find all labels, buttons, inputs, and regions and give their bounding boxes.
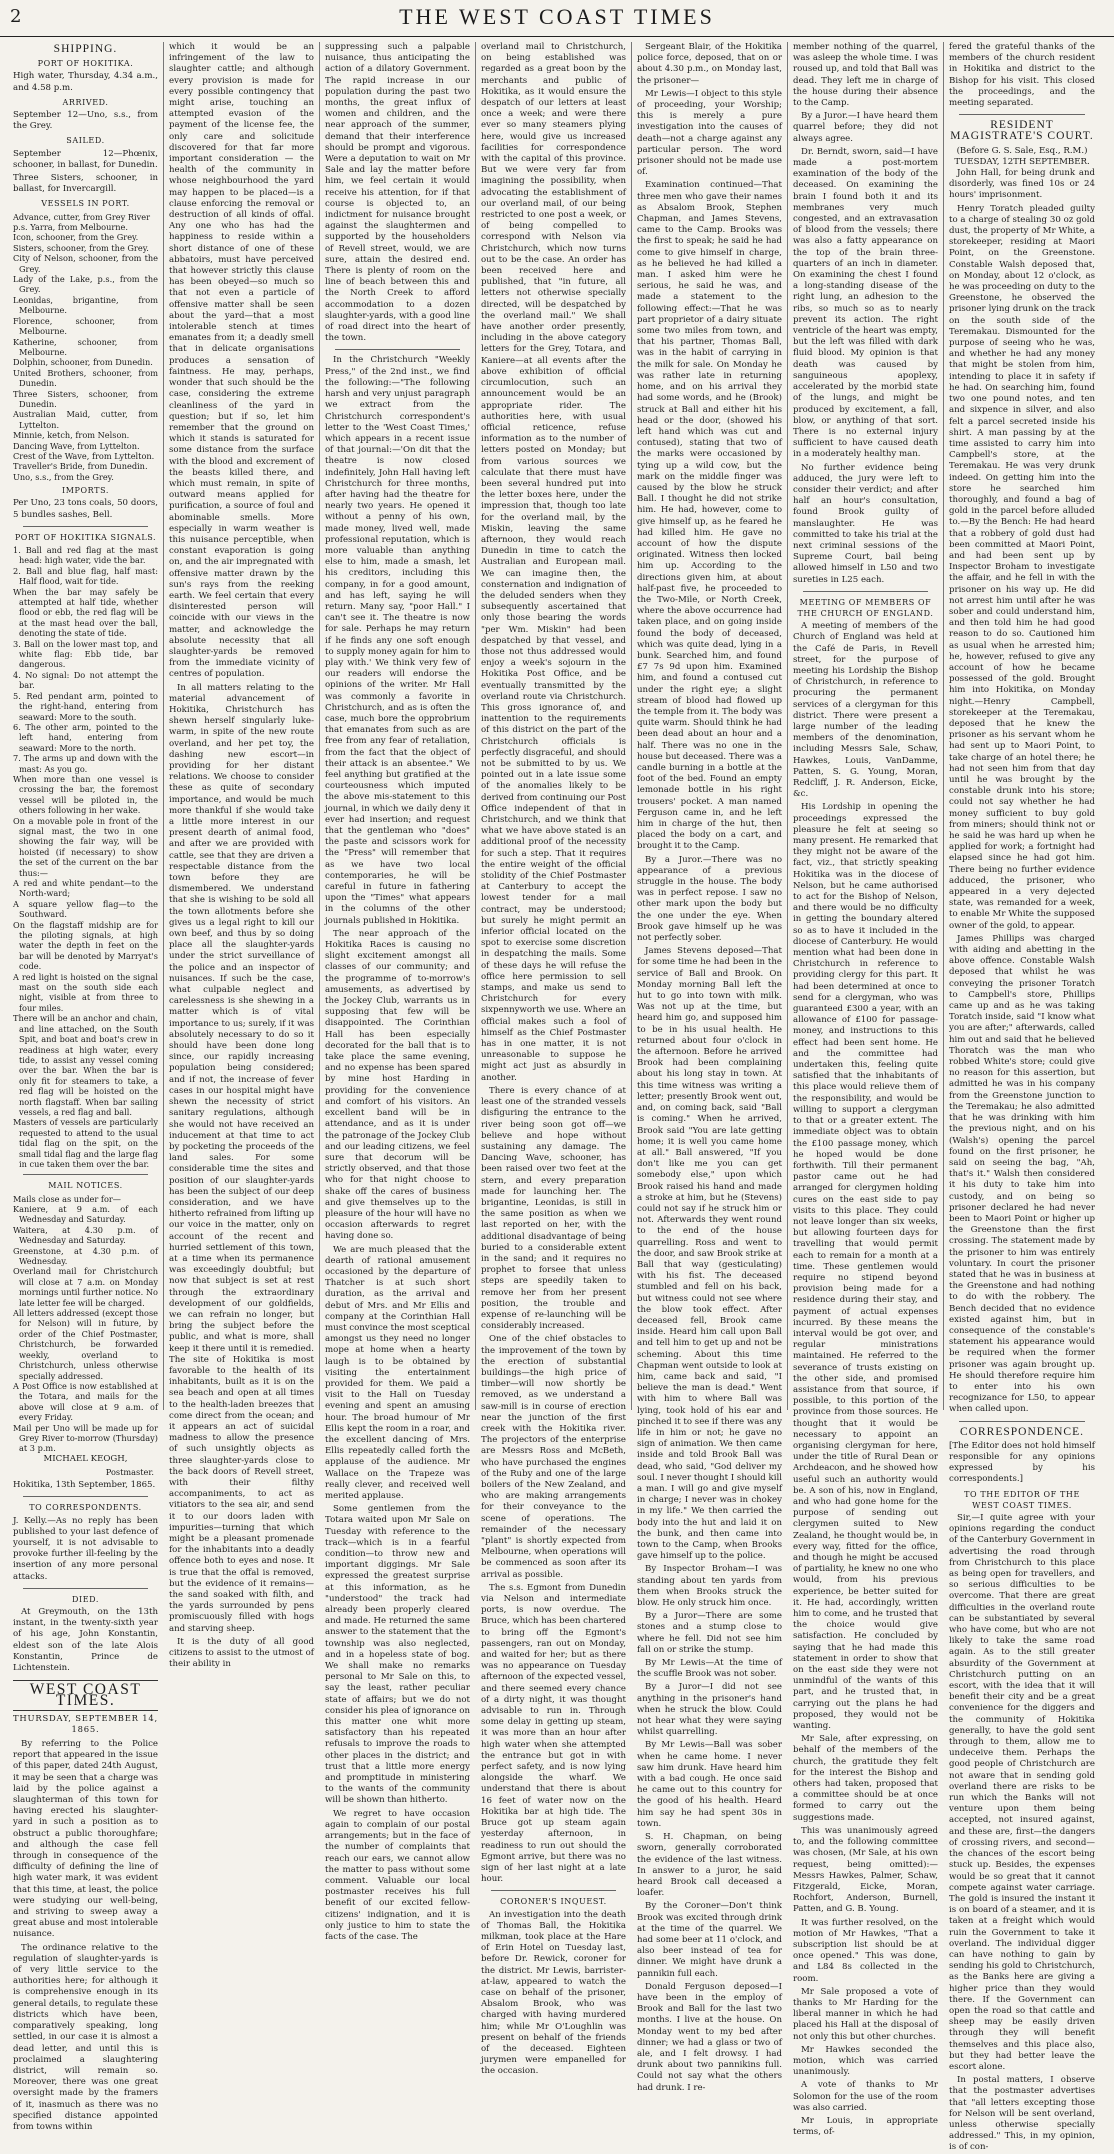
correspondents-heading: TO CORRESPONDENTS. — [29, 1503, 142, 1513]
court-before: (Before G. S. Sale, Esq., R.M.) — [956, 145, 1088, 156]
article-paragraph: His Lordship in opening the proceedings expressed the pleasure he felt at seeing so many present. He remarked that they might not be aware of the fact, viz., that strictly speaking Hokitika was in the diocese of Nelson, but he came authorised to act for the Bishop of Nelson, and there would be no difficulty in getting the boundary altered so as to have it included in the diocese of Canterbury. He would mention what had been done in Christchurch in reference to providing clergy for this part. It had been determined at once to send for a clergyman, who was guaranteed £300 a year, with an allowance of £100 for passage-money, and instructions to this effect had been sent home. He and the committee had undertaken this, feeling quite satisfied that the inhabitants of this place would relieve them of the responsibility, and would be willing to support a clergyman to that or a greater extent. The immediate object was to obtain the £100 passage money, which he hoped would be done forthwith. Till their permanent pastor came out he had arranged for clergymen holding cures on the east side to pay visits to this place. They could not leave longer than six weeks, but allowing fourteen days for travelling that would permit each to remain for a month at a time. These gentlemen would require no stipend beyond provision being made for a residence during their stay, and payment of actual expenses incurred. By these means the interval would be got over, and regular ministrations maintained. He referred to the severance of trusts existing on the other side, and promised assistance from that source, if possible, to this portion of the province from those sources. He thought that it would be necessary to appoint an organising clergyman for here, under the title of Rural Dean or Archdeacon, and he showed how useful such an authority would be. A son of his, now in England, and who had gone home for the purpose of sending out clergymen suited to New Zealand, he thought would be, in every way, fitted for the office, and though he might be accused of partiality, he knew no one who would, from his previous experience, be better suited for it. He had, accordingly, written him to come, and he trusted that the choice would give satisfaction. He concluded by saying that he had made this statement in order to show that on the east side they were not unmindful of the wants of this part, and he trusted that, in carrying out the plans he had proposed, they would not be wanting. — [793, 802, 938, 1732]
divider — [23, 526, 148, 527]
article-paragraph: Henry Toratch pleaded guilty to a charge of stealing 30 oz gold dust, the property of Mr White, a storekeeper, residing at Maori Point, on the Greenstone. Constable Walsh deposed that, on Monday, about 12 o'clock, as he was proceeding on duty to the Greenstone, he observed the prisoner lying drunk on the track on the south side of the Teremakau. Dismounted for the purpose of seeing who he was, and whether he had any money that might be stolen from him, intending to place it in safety if he had. On searching him, found two one pound notes, and ten and sixpence in silver, and also felt a parcel secreted inside his shirt. A man passing by at the time assisted to carry him into Campbell's store, at the Teremakau. He was very drunk indeed. On getting him into the store he searched him thoroughly, and found a bag of gold in the parcel before alluded to.—By the Bench: He had heard that a robbery of gold dust had been committed at Maori Point, and had been sent up by Inspector Broham to investigate the affair, and he fell in with the prisoner on his way up. He did not arrest him until after he was sober and could understand him, and then told him he had good reason to do so. Cautioned him as usual when he arrested him; he, however, refused to give any account of how he became possessed of the gold. Brought him into Hokitika, on Monday night.—Henry Campbell, storekeeper at the Teremakau, deposed that he knew the prisoner as his servant whom he had sent up to Maori Point, to take charge of an hotel there; he had not seen him from that day until he was brought by the constable drunk into his store; could not say whether he had money sufficient to buy gold from miners; should think not or he said he was hard up when he applied for work; a fortnight had elapsed since he had got him. There being no further evidence adduced, the prisoner, who appeared in a very dejected state, was remanded for a week, to enable Mr White the supposed owner of the gold, to appear. — [949, 203, 1095, 931]
list-item: Masters of vessels are particularly requested to attend to the usual tidal flag on the spit, on the small tidal flag and the large flag in cue taken them over the bar. — [13, 1117, 158, 1169]
paper-title: WEST COAST TIMES. — [13, 1680, 158, 1710]
list-item: Greenstone, at 4.30 p.m. of Wednesday. — [13, 1245, 158, 1267]
list-item: A Post Office is now established at the Totara, and mails for the above will close at 9 a.m. of every Friday. — [13, 1380, 158, 1423]
article-paragraph: which it would be an infringement of the law to slaughter cattle; and although every provision is made for every possible contingency that might arise, touching an attempted evasion of the payment of the license fee, the only care and solicitude discovered for that far more important consideration — the health of the community in whose neighbourhood the yard may happen to be placed—is a clause enforcing the removal or destruction of all kinds of offal. Any one who has had the happiness to reside within a short distance of one of these abbatoirs, must have perceived that however strictly this clause has been obeyed—so much so that not even a particle of offensive matter shall be seen about the yard—that a most intolerable stench at times emanates from it; a deadly smell that in delicate organisations produces a sensation of faintness. He may, perhaps, wonder that such should be the case, considering the extreme cleanliness of the yard in question; but if so, let him remember that the ground on which it stands is saturated for some distance from the surface with the blood and excrement of the beasts killed there, and which must remain, in spite of outward means applied for purification, a source of foul and abominable smells. More especially in warm weather is this nuisance perceptible, when constant evaporation is going on, and the air impregnated with offensive matter drawn by the sun's rays from the reeking earth. We feel certain that every disinterested person will coincide with our views in the matter, and acknowledge the absolute necessity that all slaughter-yards be removed from the immediate vicinity of centres of population. — [169, 42, 314, 680]
article-paragraph: overland mail to Christchurch, on being established was regarded as a great boon by the merchants and public of Hokitika, as it would ensure the despatch of our letters at least once a week; and were there ever so many steamers plying here, would give us increased facilities for correspondence with the capital of this province. But we were very far from imagining the possibility, when advocating the establishment of our overland mail, of our being restricted to one post a week, or of being compelled to correspond with Nelson via Christchurch, which now turns out to be the case. An order has been received here and published, that "in future, all letters not otherwise specially directed, will be despatched by the overland mail." We shall have another order presently, including in the above category letters for the Grey, Totara, and Kaniere—at all events after the above exhibition of official circumlocution, such an announcement would be an appropriate rider. The authorities here, with usual official reticence, refuse information as to the number of letters posted on Monday; but from various sources we calculate that there must have been several hundred put into the letter boxes here, under the impression that, though too late for the overland mail, by the Miskin, leaving the same afternoon, they would reach Dunedin in time to catch the Australian and European mail. We can imagine then, the consternation and indignation of the deluded senders when they subsequently ascertained that only those bearing the words "per Wm. Miskin" had been despatched by that vessel, and those not thus addressed would enjoy a week's sojourn in the Hokitika Post Office, and be eventually transmitted by the overland route via Christchurch. This gross ignorance of, and inattention to the requirements of this district on the part of the Christchurch officials is perfectly disgraceful, and should not be submitted to by us. We pointed out in a late issue some of the anomalies likely to be derived from continuing our Post Office independent of that in Christchurch, and we think that what we have above stated is an additional proof of the necessity for such a step. That it requires the entire weight of the official stolidity of the Chief Postmaster at Canterbury to accept the lowest tender for a mail contract, may be understood; but surely he might permit an inferior official located on the spot to exercise some discretion in despatching the mails. Some of these days he will refuse the office here permission to sell stamps, and make us send to Christchurch for every sixpennyworth we use. Where an official makes such a fool of himself as the Chief Postmaster has in one matter, it is not unreasonable to suppose he might act just as absurdly in another. — [481, 42, 626, 1083]
article-paragraph: S. H. Chapman, on being sworn, generally corroborated the evidence of the last witness. In answer to a juror, he said heard Brook call deceased a loafer. — [637, 1832, 782, 1899]
list-item: Leonidas, brigantine, from Melbourne. — [13, 294, 158, 316]
list-item: Icon, schooner, from the Grey. — [13, 232, 139, 243]
divider — [335, 349, 460, 350]
article-paragraph: In all matters relating to the material advancement of Hokitika, Christchurch has shewn herself singularly luke-warm, in spite of the new route overland, and her pet toy, the dashing new escort—in providing for her distant relations. We choose to consider these as quite of secondary importance, and would be much more thankful if she would take a little more interest in our present dearth of animal food, and after we are provided with cattle, see that they are driven a respectable distance from the town before they are dismembered. We understand that she is wishing to be sold all the town allotments before she gives us a legal right to kill our own beef, and thus by so doing place all the slaughter-yards under the strict surveillance of the police and an inspector of nuisances. If such be the case, what culpable neglect and carelessness is she shewing in a matter which is of vital importance to us; surely, if it was absolutely necessary to do so it should have been done long since, our rapidly increasing population being considered; and if not, the increase of fever cases in our hospital might have shewn the necessity of strict sanitary regulations, although she would not have received an inducement at that time to act by pocketing the proceeds of the land sales. For some considerable time the sites and position of our slaughter-yards has been the subject of our deep consideration, and we have hitherto refrained from lifting up our voice in the matter, only on account of the recent and hurried settlement of this town, at a time when its permanence was exceedingly doubtful; but now that subject is set at rest through the extraordinary development of our goldfields, we can refrain no longer, but bring the subject before the public, and what is more, shall keep it there until it is remedied. The site of Hokitika is most favorable to the health of its inhabitants, built as it is on the sea beach and open at all times to the health-laden breezes that come direct from the ocean; and it appears an act of suicidal madness to allow the presence of such unsightly objects as three slaughter-yards close to the back doors of Revell street, with their filthy accompaniments, to act as vitiators to the sea air, and send it to our doors laden with impurities—turning that which might be a pleasant promenade for the inhabitants into a deadly offence both to eyes and nose. It is true that the offal is removed, but the evidence of it remains—the sand soaked with filth, and the yards surrounded by pens promiscuously filled with hogs and starving sheep. — [169, 682, 314, 1634]
divider — [959, 1421, 1085, 1422]
masthead — [0, 0, 1114, 37]
article-paragraph: member nothing of the quarrel, was asleep the whole time. I was roused up, and told that Ball was dead. They left me in charge of the house during their absence to the Camp. — [793, 42, 938, 109]
article-paragraph: An investigation into the death of Thomas Ball, the Hokitika milkman, took place at the Hare of Erin Hotel on Tuesday last, before Dr. Rewick, coroner for the district. Mr Lewis, barrister-at-law, appeared to watch the case on behalf of the prisoner, Absalom Brook, who was charged with having murdered him; while Mr O'Loughlin was present on behalf of the friends of the deceased. Eighteen jurymen were empanelled for the occasion. — [481, 1909, 626, 2077]
postmaster-title: Postmaster. — [105, 1466, 154, 1477]
died-heading: DIED. — [71, 1594, 100, 1604]
divider — [959, 114, 1085, 115]
sailed-entry: Three Sisters, schooner, in ballast, for Invercargill. — [13, 173, 158, 195]
list-item: p.s. Yarra, from Melbourne. — [13, 222, 128, 233]
article-paragraph: It is the duty of all good citizens to assist to the utmost of their ability in — [169, 1636, 314, 1670]
list-item: There will be an anchor and chain, and line attached, on the South Spit, and boat and boat's crew in readiness at high water, every tide, to assist any vessel coming over the bar. When the bar is only fit for steamers to take, a red flag will be hoisted on the north flagstaff. When bar sailing vessels, a red flag and ball. — [13, 1013, 158, 1117]
list-item: 7. The arms up and down with the mast: As you go. — [13, 753, 158, 774]
article-paragraph: Mr Hawkes seconded the motion, which was carried unanimously. — [793, 2044, 938, 2078]
article-paragraph: By Mr Lewis—Ball was sober when he came home. I never saw him drunk. Have heard him with a bad cough. He once said he came out to this country for the good of his health. Heard him say he had spent 30s in town. — [637, 1740, 782, 1829]
article-paragraph: A meeting of members of the Church of England was held at the Café de Paris, in Revell street, for the purpose of meeting his Lordship the Bishop of Christchurch, in reference to procuring the permanent services of a clergyman for this district. There were present a large number of the leading members of the denomination, including Messrs Sale, Schaw, Hawkes, Louis, VanDamme, Patten, S. G. Young, Moran, Redcliff, J. R. Anderson, Eicke, &c. — [793, 621, 938, 800]
list-item: All letters addressed (except those for Nelson) will in future, by order of the Chief Postmaster, Christchurch, be forwarded weekly, overland to Christchurch, unless otherwise specially addressed. — [13, 1308, 158, 1381]
correspondent-note: J. Kelly.—As no reply has been published to your last defence of yourself, it is not advisable to provoke further ill-feeling by the insertion of any more personal attacks. — [13, 1515, 158, 1582]
list-item: Mails close as under for— — [13, 1193, 121, 1204]
list-item: A red and white pendant—to the North-ward; — [13, 878, 158, 899]
list-item: 6. The other arm, pointed to the left hand, entering from seaward: More to the north. — [13, 721, 158, 753]
port-heading: PORT OF HOKITIKA. — [37, 59, 134, 69]
list-item: A red light is hoisted on the signal mast on the south side each night, visible at from three to four miles. — [13, 971, 158, 1013]
article-paragraph: Some gentlemen from the Totara waited upon Mr Sale on Tuesday with reference to the track—which is in a fearful condition—to throw new and important diggings. Mr Sale expressed the greatest surprise at this information, as he "understood" the track had already been properly cleared and made. He returned the same answer to the statement that the township was also neglected, and in a hopeless state of bog. We shall make no remarks personal to Mr Sale on this, to say the least, rather peculiar state of affairs; but we do not consider his plea of ignorance on this matter one whit more satisfactory than his repeated refusals to improve the roads to other places in the district; and trust that a little more energy and promptitude in ministering to the wants of the community will be shown than hitherto. — [325, 1504, 470, 1806]
arrived-entry: September 12—Uno, s.s., from the Grey. — [13, 110, 158, 132]
list-item: Overland mail for Christchurch will close at 7 a.m. on Monday mornings until further notice. No late letter fee will be charged. — [13, 1266, 158, 1308]
vessels-list — [13, 212, 158, 483]
article-paragraph: One of the chief obstacles to the improvement of the town by the erection of substantial buildings—the high price of timber—will now shortly be removed, as we understand a saw-mill is in course of erection near the junction of the first creek with the Hokitika river. The projectors of the enterprise are Messrs Ross and McBeth, who have purchased the engines of the Ruby and one of the large boilers of the New Zealand, and who are making arrangements for their conveyance to the scene of operations. The remainder of the necessary "plant" is shortly expected from Melbourne, when operations will be commenced as soon after its arrival as possible. — [481, 1334, 626, 1580]
court-heading: RESIDENT MAGISTRATE'S COURT. — [950, 119, 1094, 143]
list-item: Crest of the Wave, from Lyttelton. — [13, 450, 155, 461]
letter-address: TO THE EDITOR OF THE WEST COAST TIMES. — [964, 1489, 1080, 1510]
article-paragraph: The s.s. Egmont from Dunedin via Nelson and intermediate ports, is now overdue. The Bruce, which has been chartered to bring off the Egmont's passengers, ran out on Monday, and waited for her; but as there was no appearance on Tuesday afternoon of the expected vessel, and there seemed every chance of a dirty night, it was thought advisable to run in. Through some delay in getting up steam, it was more than an hour after high water when she attempted the entrance but got in with perfect safety, and is now lying alongside the wharf. We understand that there is about 16 feet of water now on the Hokitika bar at high tide. The Bruce got up steam again yesterday afternoon, in readiness to run out should the Egmont arrive, but there was no sign of her last night at a late hour. — [481, 1582, 626, 1885]
article-paragraph: By the Coroner—Don't think Brook was excited through drink at the time of the quarrel. We had some beer at 11 o'clock, and also beer instead of tea for dinner. We might have drunk a pannikin full each. — [637, 1901, 782, 1979]
column-2 — [164, 42, 320, 1670]
divider — [23, 1588, 148, 1589]
article-paragraph: Dr. Berndt, sworn, said—I have made a post-mortem examination of the body of the deceased. On examining the brain I found both it and its membranes very much congested, and an extravasation of blood from the vessels; there was also a fatty appearance on the top of the brain three-quarters of an inch in diameter. On examining the chest I found a long-standing disease of the right lung, an adhesion to the ribs, so much so as to nearly prevent its action. The right ventricle of the heart was empty, but the left was filled with dark fluid blood. My opinion is that death was caused by sanguineous apoplexy, accelerated by the morbid state of the lungs, and might be produced by excitement, a fall, blow, or anything of that sort. There is no external injury sufficient to have caused death in a moderately healthy man. — [793, 146, 938, 460]
list-item: When the bar may safely be attempted at half tide, whether flood or ebb, the red flag will be at the mast head over the ball, denoting the state of tide. — [13, 586, 158, 639]
article-paragraph: There is every chance of at least one of the stranded vessels disfiguring the entrance to the river being soon got off—we believe and hope without sustaining any damage. The Dancing Wave, schooner, has been raised over two feet at the stern, and every preparation made for launching her. The brigantine, Leonidas, is still in the same position as when we last reported on her, with the additional disadvantage of being buried to a considerable extent in the sand; and it requires no prophet to forsee that unless steps are speedily taken to remove her from her present position, the trouble and expense of re-launching will be considerably increased. — [481, 1085, 626, 1332]
article-paragraph: We are much pleased that the dearth of rational amusement occasioned by the departure of Thatcher is at such short duration, as the arrival and debut of Mrs. and Mr Ellis and company at the Corinthian Hall must convince the most sceptical amongst us they need no longer mope at home when a hearty laugh is to be obtained by visiting the entertainment provided for them. We paid a visit to the Hall on Tuesday evening and spent an amusing hour. The broad humour of Mr Ellis kept the room in a roar, and the excellent dancing of Mrs. Ellis repeatedly called forth the applause of the audience. Mr Wallace on the Trapeze was really clever, and received well merited applause. — [325, 1244, 470, 1501]
post-date: Hokitika, 13th September, 1865. — [13, 1480, 156, 1491]
list-item: Katherine, schooner, from Melbourne. — [13, 336, 158, 357]
article-paragraph: A vote of thanks to Mr Solomon for the use of the room was also carried. — [793, 2080, 938, 2113]
church-heading: MEETING OF MEMBERS OF THE CHURCH OF ENGLAND. — [797, 597, 934, 618]
article-paragraph: We regret to have occasion again to complain of our postal arrangements; but in the face of the number of complaints that reach our ears, we cannot allow the matter to pass without some comment. Valuable our local postmaster receives his full benefit of our excited fellow-citizens' indignation, and it is only justice to him to state the facts of the case. The — [325, 1808, 470, 1942]
list-item: Advance, cutter, from Grey River — [13, 211, 151, 222]
column-3 — [320, 42, 476, 1942]
article-paragraph: Mr Sale, after expressing, on behalf of the members of the church, the gratitude they felt for the interest the Bishop and others had taken, proposed that a committee should be at once formed to carry out the suggestions made. — [793, 1734, 938, 1823]
imports-heading: IMPORTS. — [61, 486, 110, 496]
article-paragraph: Mr Sale proposed a vote of thanks to Mr Harding for the liberal manner in which he had placed his Hall at the disposal of not only this but other churches. — [793, 1986, 938, 2042]
page-number: 2 — [10, 6, 22, 27]
list-item: Dancing Wave, from Lyttelton. — [13, 440, 140, 451]
list-item: 2. Ball and blue flag, half mast: Half flood, wait for tide. — [13, 565, 158, 587]
leader-paragraph: The ordinance relative to the regulation of slaughter-yards is of very little service to the authorities here; for although it is comprehensive enough in its general details, to regulate these districts which have been, comparatively speaking, long settled, in our case it is almost a dead letter, and until this is proclaimed a slaughtering district, will remain so. Moreover, there was one great oversight made by the framers of it, inasmuch as there was no specified distance appointed from towns within — [13, 1942, 158, 2132]
high-water: High water, Thursday, 4.34 a.m., and 4.58 p.m. — [13, 71, 158, 93]
column-1 — [8, 42, 164, 2132]
court-date: TUESDAY, 12TH SEPTEMBER. — [954, 156, 1090, 167]
inquest-heading: CORONER'S INQUEST. — [500, 1897, 607, 1907]
article-paragraph: John Hall, for being drunk and disorderly, was fined 10s or 24 hours' imprisonment. — [949, 168, 1095, 201]
article-paragraph: Sir,—I quite agree with your opinions regarding the conduct of the Canterbury Government in advertising the road through from Christchurch to this place as being open for travellers, and so serious difficulties to be overcome. That there are great difficulties in the overland route can be substantiated by several who have come, but who are not likely to take the same road again. As to the still greater absurdity of the Government at Christchurch putting on an escort, with the idea that it will benefit their city and be a great convenience for the diggers and the community of Hokitika generally, to have the gold sent through to them, allow me to undeceive them. Perhaps the good people of Christchurch are not aware that in sending gold overland there are risks to be run which the Banks will not venture upon them being accepted, not insured against, and these are, first—the dangers of crossing rivers, and second—the chances of the escort being stuck up. Besides, the expenses would be so great that it cannot compete against water carriage. The gold is insured the instant it is on board of a steamer, and it is taken at a freight which would ruin the Government to take it overland. The individual digger can have nothing to gain by sending his gold to Christchurch, as the Banks here are giving a higher price than they would there. If the Government can open the road so that cattle and sheep may be easily driven through they will benefit themselves and this place also, but they had better leave the escort alone. — [949, 1513, 1095, 2072]
article-paragraph: By a Juror—There are some stones and a stump close to where he fell. Did not see him fall on or strike the stump. — [637, 1611, 782, 1655]
divider — [23, 1496, 148, 1497]
article-paragraph: fered the grateful thanks of the members of the church resident in Hokitika and district to the Bishop for his visit. This closed the proceedings, and the meeting separated. — [949, 42, 1095, 109]
list-item: 1. Ball and red flag at the mast head: high water, vide the bar. — [13, 545, 158, 566]
list-item: Kaniere, at 9 a.m. of each Wednesday and Saturday. — [13, 1204, 158, 1225]
column-7 — [944, 42, 1100, 2153]
list-item: Uno, s.s., from the Grey. — [13, 471, 114, 482]
article-paragraph: In the Christchurch "Weekly Press," of the 2nd inst., we find the following:—"The following harsh and very unjust paragraph we extract from the Christchurch correspondent's letter to the 'West Coast Times,' which appears in a recent issue of that journal:—'On dit that the theatre is now closed indefinitely, John Hall having left Christchurch for three months, after having had the theatre for nearly two years. He opened it without a penny of his own, made money, lived well, made professional reputation, which is more valuable than anything else to him, made a smash, let his creditors, including this company, in for a good amount, and has left, saying he will return. Many say, "poor Hall." I can't see it. The theatre is now for sale. Perhaps he may return if he finds any one soft enough to supply money again for him to play with.' We think very few of our readers will endorse the opinions of the writer. Mr Hall was commonly a favorite in Christchurch, and as is often the case, much bore the opprobrium that emanates from such as are free from any fear of retaliation, from the fact that the object of their attack is an absentee." We feel anything but gratified at the courteousness which imputed the above mis-statement to this journal, in which we daily deny it ever had insertion; and request that the gentleman who "does" the paste and scissors work for the "Press" will remember that as we have two local contemporaries, he will be careful in future in fathering upon the "Times" what appears in the columns of the other journals published in Hokitika. — [325, 355, 470, 926]
article-paragraph: It was further resolved, on the motion of Mr Hawkes, "That a subscription list should be at once opened." This was done, and L84 8s collected in the room. — [793, 1917, 938, 1984]
article-paragraph: By a Juror.—There was no appearance of a previous struggle in the house. The body was in perfect repose. I saw no other mark upon the body but the one under the eye. When Brook gave himself up he was not perfectly sober. — [637, 854, 782, 944]
article-paragraph: By Inspector Broham—I was standing about ten yards from them when Brooks struck the blow. He only struck him once. — [637, 1564, 782, 1609]
article-paragraph: Donald Ferguson deposed—I have been in the employ of Brook and Ball for the last two months. I live at the house. On Monday went to my bed after dinner; we had a glass or two of ale, and I felt drowsy. I had drunk about two pannikins full. Could not say what the others had drunk. I re- — [637, 1981, 782, 2093]
article-paragraph: James Stevens deposed—That for some time he had been in the service of Ball and Brook. On Monday morning Ball left the hut to go into town with milk. Was not up at the time, but heard him go, and supposed him to be in his usual health. He returned about four o'clock in the afternoon. Before he arrived Brook had been complaining about his long stay in town. At this time witness was writing a letter; presently Brook went out, and, on coming back, said "Ball is coming." When he arrived, Brook said "You are late getting home; it is well you came home at all." Ball answered, "If you don't like me you can get somebody else," upon which Brook raised his hand and made a stroke at him, but he (Stevens) could not say if he struck him or not. Afterwards they went round to the end of the house quarrelling. Ross and went to the door, and saw Brook strike at Ball that way (gesticulating) with his fist. The deceased stumbled and fell on his back, but witness could not see where the blow took effect. After deceased fell, Brook came inside. Heard him call upon Ball and tell him to get up and not be scheming. About this time Chapman went outside to look at him, came back and said, "I believe the man is dead." Went with him to where Ball was lying, took hold of his ear and pinched it to see if there was any life in him or not; he gave no sign of animation. We then came inside and told Brook Ball was dead, who said, "God deliver my soul. I never thought I should kill a man. I will go and give myself in charge; I never was in chokey in my life." We then carried the body into the hut and laid it on the bunk, and then came into town to the Camp, when Brooks gave himself up to the police. — [637, 946, 782, 1562]
list-item: A square yellow flag—to the Southward. — [13, 898, 158, 920]
article-paragraph: Mr Louis, in appropriate terms, of- — [793, 2115, 938, 2138]
article-paragraph: By a Juror.—I have heard them quarrel before; they did not always agree. — [793, 111, 938, 144]
article-paragraph: Mr Lewis—I object to this style of proceeding, your Worship; this is merely a pure investigation into the causes of death—not a charge against any particular person. The word prisoner should not be made use of. — [637, 88, 782, 178]
leader-paragraph: By referring to the Police report that appeared in the issue of this paper, dated 24th August, it may be seen that a charge was laid by the police against a slaughterman of this town for having erected his slaughter-yard in such a position as to obstruct a public thoroughfare; and although the case fell through in consequence of the difficulty of defining the line of high water mark, it was evident that this time, at least, the police were studying our well-being, and striving to sweep away a great abuse and most intolerable nuisance. — [13, 1739, 158, 1940]
list-item: On the flagstaff midship are for the piloting signals, at high water the depth in feet on the bar will be denoted by Marryat's code. — [13, 919, 158, 972]
sailed-heading: SAILED. — [66, 136, 105, 146]
article-paragraph: James Phillips was charged with aiding and abetting in the above offence. Constable Walsh deposed that whilst he was conveying the prisoner Toratch to Campbell's store, Phillips came up and as he was taking Toratch inside, said "I know what you are after;" afterwards, called him out and said that he believed Thoratch was the man who robbed White's store; could give no reason for this assertion, but admitted he was in his company from the Greenstone junction to the Teremakau; he also admitted that he was drinking with him the previous night, and on his (Walsh's) opening the parcel found on the first prisoner, he said on seeing the bag, "Ah, that's it." Walsh then considered it his duty to take him into custody, and on being so prisoner declared he had never been to Maori Point or higher up the Greenstone than the first crossing. The statement made by the prisoner to him was entirely voluntary. In court the prisoner stated that he was in business at the Greenstone and had nothing to do with the robbery. The Bench decided that no evidence existed against him, but in consequence of the constable's statement his appearance would be required when the former prisoner was again brought up. He should therefore require him to enter into his own recognizance for L50, to appear when called upon. — [949, 933, 1095, 1415]
article-paragraph: Examination continued—That three men who gave their names as Absalom Brook, Stephen Chapman, and James Stevens, came to the Camp. Brooks was the first to speak; he said he had come to give himself in charge, as he believed he had killed a man. I asked him were he serious, he said he was, and made a statement to the following effect:—That he was part proprietor of a dairy situate some two miles from town, and that his partner, Thomas Ball, was in the habit of carrying in the milk for sale. On Monday he was rather late in returning home, and on his arrival they had some words, and he (Brook) struck at Ball and either hit his head or the door, (showed his left hand which was cut and contused), stating that two of the marks were occasioned by tying up a wild cow, but the mark on the middle finger was caused by the blow he struck Ball. I thought he did not strike him. He had, however, come to give himself up, as he feared he had killed him. He gave no account of how the dispute originated. Witness then locked him up. According to the directions given him, at about half-past five, he proceeded to the Two-Mile, or North Creek, where the above occurrence had taken place, and on going inside found the body of deceased, which was quite dead, lying in a bunk. Searched him, and found £7 7s 9d upon him. Examined him, and found a contused cut under the right eye; a slight stream of blood had flowed up the temple from it. The body was quite warm. Should think he had been dead about an hour and a half. There was no one in the house but deceased. There was a candle burning in a bottle at the foot of the bed. Found an empty lemonade bottle in his right trousers' pocket. A man named Ferguson came in, and he left him in charge of the hut, then placed the body on a cart, and brought it to the Camp. — [637, 180, 782, 852]
column-6 — [788, 42, 944, 2138]
column-4 — [476, 42, 632, 2077]
list-item: Minnie, ketch, from Nelson. — [13, 430, 130, 441]
list-item: Florence, schooner, from Melbourne. — [13, 315, 158, 337]
list-item: 4. No signal: Do not attempt the bar. — [13, 669, 158, 691]
shipping-heading: SHIPPING. — [53, 43, 118, 55]
list-item: City of Nelson, schooner, from the Grey. — [13, 253, 158, 274]
list-item: Mail per Uno will be made up for Grey River to-morrow (Thursday) at 3 p.m. — [13, 1422, 158, 1454]
article-paragraph: In postal matters, I observe that the postmaster advertises that "all letters excepting those for Nelson will be sent overland, unless otherwise specially addressed." This, in my opinion, is of con- — [949, 2075, 1095, 2153]
correspondence-heading: CORRESPONDENCE. — [960, 1425, 1084, 1438]
article-paragraph: No further evidence being adduced, the jury were left to consider their verdict; and after half an hour's consultation, found Brook guilty of manslaughter. He was committed to take his trial at the next criminal sessions of the Supreme Court, bail being allowed himself in L50 and two sureties in L25 each. — [793, 462, 938, 585]
list-item: Three Sisters, schooner, from Dunedin. — [13, 388, 158, 409]
newspaper-title: THE WEST COAST TIMES — [399, 4, 715, 29]
page-columns — [8, 42, 1104, 2153]
divider — [23, 1174, 148, 1175]
article-paragraph: The near approach of the Hokitika Races is causing no slight excitement amongst all classes of our community; and the programme of to-morrow's amusements, as advertised by the Jockey Club, warrants us in supposing that few will be disappointed. The Corinthian Hall has been especially decorated for the ball that is to take place the same evening, and no expense has been spared by mine host Harding in providing for the convenience and comfort of his visitors. An excellent band will be in attendance, and as it is under the patronage of the Jockey Club and our leading citizens, we feel sure that decorum will be strictly observed, and that those who for that night choose to shake off the cares of business and give themselves up to the pleasure of the hour will have no occasion afterwards to regret having done so. — [325, 928, 470, 1242]
imports-entry: Per Uno, 23 tons coals, 50 doors, 5 bundles sashes, Bell. — [13, 498, 158, 520]
paper-date: THURSDAY, SEPTEMBER 14, 1865. — [13, 1712, 158, 1734]
column-5 — [632, 42, 788, 2093]
article-paragraph: By a Juror—I did not see anything in the prisoner's hand when he struck the blow. Could not hear what they were saying whilst quarrelling. — [637, 1682, 782, 1738]
arrived-heading: ARRIVED. — [62, 97, 109, 107]
signals-list — [13, 545, 158, 1169]
signals-heading: PORT OF HOKITIKA SIGNALS. — [14, 532, 157, 542]
mail-list — [13, 1194, 158, 1454]
article-paragraph: By Mr Lewis—At the time of the scuffle Brook was not sober. — [637, 1658, 782, 1680]
list-item: Lady of the Lake, p.s., from the Grey. — [13, 274, 158, 295]
mail-heading: MAIL NOTICES. — [48, 1181, 123, 1191]
postmaster-name: MICHAEL KEOGH, — [43, 1453, 128, 1464]
sailed-entry: September 12—Phœnix, schooner, in ballast, for Dunedin. — [13, 148, 158, 170]
article-paragraph: Sergeant Blair, of the Hokitika police force, deposed, that on or about 4.30 p.m., on Monday last, the prisoner— — [637, 42, 782, 86]
list-item: Australian Maid, cutter, from Lyttelton. — [13, 409, 158, 430]
list-item: 3. Ball on the lower mast top, and white flag: Ebb tide, bar dangerous. — [13, 638, 158, 670]
list-item: Waitera, at 4.30 p.m. of Wednesday and Saturday. — [13, 1224, 158, 1246]
vessels-heading: VESSELS IN PORT. — [41, 199, 130, 209]
list-item: When more than one vessel is crossing the bar, the foremost vessel will be piloted in, the others following in her wake. — [13, 773, 158, 816]
divider — [491, 1890, 616, 1891]
list-item: Sisters, schooner, from the Grey. — [13, 242, 149, 253]
died-notice: At Greymouth, on the 13th instant, in the twenty-sixth year of his age, John Konstantin, eldest son of the late Alois Konstantin, Prince de Lichtenstein. — [13, 1606, 158, 1673]
list-item: Traveller's Bride, from Dunedin. — [13, 461, 148, 472]
list-item: On a movable pole in front of the signal mast, the two in one showing the fair way, will be hoisted (if necessary) to show the set of the current on the bar thus:— — [13, 815, 158, 878]
divider — [803, 591, 928, 592]
list-item: United Brothers, schooner, from Dunedin. — [13, 367, 158, 389]
list-item: Dolphin, schooner, from Dunedin. — [13, 357, 153, 368]
article-paragraph: suppressing such a palpable nuisance, thus anticipating the action of a dilatory Government. The rapid increase in our population during the past two months, the great influx of women and children, and the near approach of the summer, demand that their interference should be prompt and vigorous. Were a deputation to wait on Mr Sale and lay the matter before him, we feel certain it would receive his attention, for if that course is objected to, an indictment for nuisance brought against the slaughtermen and supported by the householders of Revell street, would, we are sure, attain the desired end. There is plenty of room on the line of beach between this and the North Creek to afford accommodation to a dozen slaughter-yards, with a good line of road direct into the heart of the town. — [325, 42, 470, 344]
article-paragraph: This was unanimously agreed to, and the following committee was chosen, (Mr Sale, at his own request, being omitted):—Messrs Hawkes, Palmer, Schaw, Fitzgerald, Eicke, Moran, Rochfort, Anderson, Burnell, Patten, and G. B. Young. — [793, 1825, 938, 1915]
correspondence-note: [The Editor does not hold himself responsible for any opinions expressed by his correspondents.] — [949, 1440, 1095, 1485]
list-item: 5. Red pendant arm, pointed to the right-hand, entering from seaward: More to the south. — [13, 690, 158, 722]
